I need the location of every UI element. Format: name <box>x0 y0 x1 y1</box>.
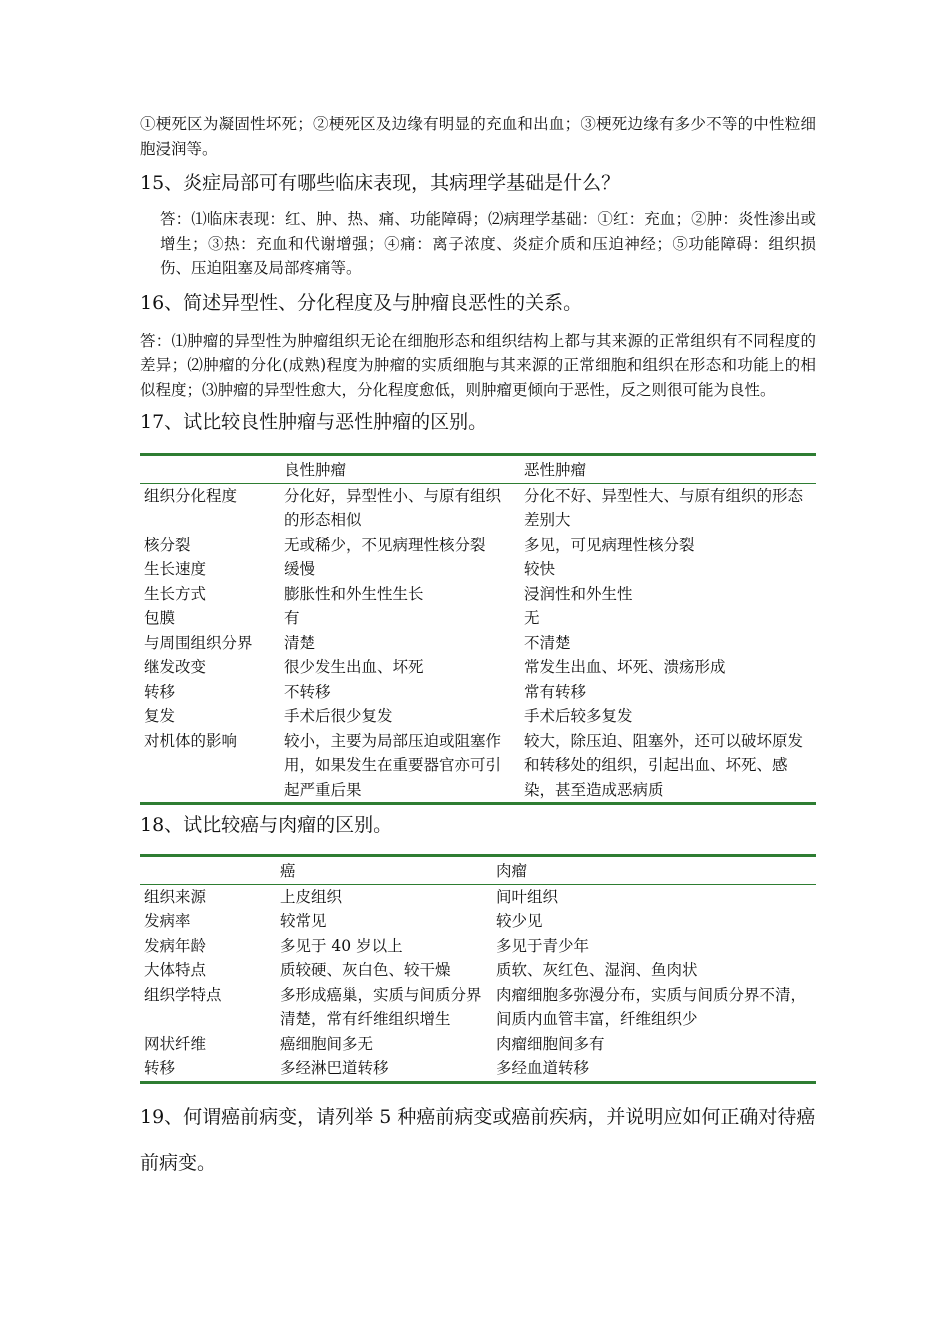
table-cell: 包膜 <box>144 609 176 627</box>
table-row <box>140 958 816 983</box>
table-cell: 较少见 <box>496 912 543 930</box>
table-cell: 常有转移 <box>524 682 587 701</box>
table-row <box>140 1032 816 1057</box>
table-header-row <box>140 856 816 885</box>
table-cell: 发病率 <box>144 912 191 930</box>
document-page <box>140 112 816 1186</box>
table-cell: 多见于 40 岁以上 <box>280 936 403 955</box>
table-cell: 很少发生出血、坏死 <box>284 658 424 676</box>
table-row <box>140 582 816 607</box>
table-cell: 多形成癌巢，实质与间质分界清楚，常有纤维组织增生 <box>280 985 482 1028</box>
table-cell: 无 <box>524 609 540 627</box>
carcinoma-sarcoma-table <box>140 854 816 1084</box>
table-cell: 复发 <box>144 707 176 725</box>
table-cell: 较小，主要为局部压迫或阻塞作用，如果发生在重要器官亦可引起严重后果 <box>284 731 502 799</box>
question-16-title: 16、简述异型性、分化程度及与肿瘤良恶性的关系。 <box>140 291 583 314</box>
table-cell: 浸润性和外生性 <box>524 584 633 603</box>
table-cell: 不清楚 <box>524 633 571 652</box>
table-row <box>140 884 816 909</box>
table-row <box>140 704 816 729</box>
table-cell: 有 <box>284 609 300 627</box>
table-cell: 上皮组织 <box>280 887 343 906</box>
question-15-title: 15、炎症局部可有哪些临床表现，其病理学基础是什么？ <box>140 172 621 194</box>
table-header-cell <box>140 856 276 885</box>
table-cell: 肉瘤细胞多弥漫分布，实质与间质分界不清，间质内血管丰富，纤维组织少 <box>496 985 807 1028</box>
benign-malignant-table <box>140 453 816 805</box>
question-15-answer: 答：⑴临床表现：红、肿、热、痛、功能障碍；⑵病理学基础：①红：充血；②肿：炎性渗出或增生；③热：充血和代谢增强；④痛：离子浓度、炎症介质和压迫神经；⑤功能障碍：组织损伤、压迫阻塞及局部疼痛等。 <box>160 210 816 277</box>
table-cell: 多经血道转移 <box>496 1059 590 1077</box>
table-row <box>140 729 816 804</box>
table-header-cell: 良性肿瘤 <box>280 455 520 484</box>
table-cell: 常发生出血、坏死、溃疡形成 <box>524 658 726 676</box>
table-cell: 多经淋巴道转移 <box>280 1059 389 1077</box>
table-cell: 网状纤维 <box>144 1034 207 1053</box>
table-cell: 组织来源 <box>144 887 207 906</box>
table-cell: 膨胀性和外生性生长 <box>284 584 424 603</box>
table-cell: 生长速度 <box>144 560 207 578</box>
table-cell: 质较硬、灰白色、较干燥 <box>280 961 451 979</box>
table-cell: 无或稀少，不见病理性核分裂 <box>284 535 486 554</box>
table-cell: 多见，可见病理性核分裂 <box>524 535 695 554</box>
table-row <box>140 983 816 1032</box>
table-header-cell: 肉瘤 <box>492 856 816 885</box>
table-header-cell: 癌 <box>276 856 492 885</box>
intro-paragraph: ①梗死区为凝固性坏死；②梗死区及边缘有明显的充血和出血；③梗死边缘有多少不等的中性粒细胞浸润等。 <box>140 115 816 158</box>
table-cell: 癌细胞间多无 <box>280 1034 374 1053</box>
table-cell: 继发改变 <box>144 658 207 676</box>
table-row <box>140 631 816 656</box>
table-row <box>140 557 816 582</box>
table-cell: 较大，除压迫、阻塞外，还可以破坏原发和转移处的组织，引起出血、坏死、感染，甚至造成恶病质 <box>524 731 804 799</box>
table-cell: 较常见 <box>280 912 327 930</box>
table-cell: 转移 <box>144 682 176 701</box>
question-19-title: 19、何谓癌前病变，请列举 5 种癌前病变或癌前疾病，并说明应如何正确对待癌前病变。 <box>140 1105 816 1174</box>
table-cell: 间叶组织 <box>496 887 559 906</box>
table-cell: 肉瘤细胞间多有 <box>496 1034 605 1053</box>
table-cell: 转移 <box>144 1059 176 1077</box>
table-header-cell: 恶性肿瘤 <box>520 455 816 484</box>
table-cell: 生长方式 <box>144 584 207 603</box>
table-cell: 手术后较多复发 <box>524 707 633 725</box>
table-cell: 核分裂 <box>144 535 191 554</box>
question-16-answer: 答：⑴肿瘤的异型性为肿瘤组织无论在细胞形态和组织结构上都与其来源的正常组织有不同程度的差异；⑵肿瘤的分化(成熟)程度为肿瘤的实质细胞与其来源的正常细胞和组织在形态和功能上的相似程度；⑶肿瘤的异型性愈大，分化程度愈低，则肿瘤更倾向于恶性，反之则很可能为良性。 <box>140 331 816 399</box>
table-cell: 不转移 <box>284 682 331 701</box>
table-cell: 多见于青少年 <box>496 936 590 955</box>
table-cell: 分化好，异型性小、与原有组织的形态相似 <box>284 486 502 529</box>
table-cell: 组织分化程度 <box>144 486 238 505</box>
table-row <box>140 934 816 959</box>
table-cell: 较快 <box>524 560 556 578</box>
table-row <box>140 1056 816 1082</box>
table-row <box>140 606 816 631</box>
table-header-cell <box>140 455 280 484</box>
table-row <box>140 533 816 558</box>
table-cell: 手术后很少复发 <box>284 707 393 725</box>
table-cell: 大体特点 <box>144 961 207 979</box>
table-cell: 组织学特点 <box>144 985 222 1004</box>
table-row <box>140 655 816 680</box>
table-cell: 对机体的影响 <box>144 731 238 750</box>
question-17-title: 17、试比较良性肿瘤与恶性肿瘤的区别。 <box>140 411 488 433</box>
table-row <box>140 483 816 533</box>
table-cell: 分化不好、异型性大、与原有组织的形态差别大 <box>524 486 804 529</box>
question-18-title: 18、试比较癌与肉瘤的区别。 <box>140 814 393 836</box>
table-header-row <box>140 455 816 484</box>
table-cell: 质软、灰红色、湿润、鱼肉状 <box>496 961 698 979</box>
table-cell: 清楚 <box>284 633 316 652</box>
table-cell: 与周围组织分界 <box>144 633 253 652</box>
table-row <box>140 680 816 705</box>
table-cell: 缓慢 <box>284 560 316 578</box>
table-cell: 发病年龄 <box>144 936 207 955</box>
table-row <box>140 909 816 934</box>
